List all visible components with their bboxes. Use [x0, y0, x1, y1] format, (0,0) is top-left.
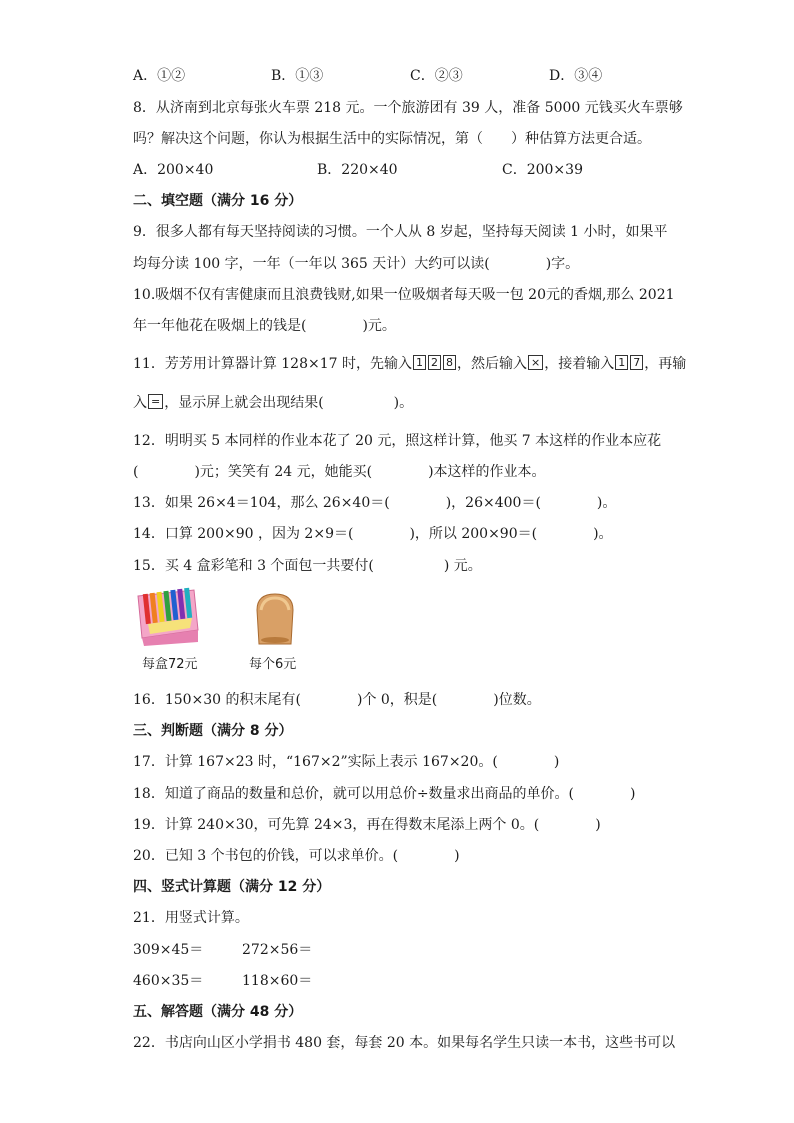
- q21: 21．用竖式计算。: [133, 910, 249, 926]
- q10-line2: 年一年他花在吸烟上的钱是( )元。: [133, 318, 396, 334]
- q11-line2: [133, 393, 413, 413]
- q13: 13．如果 26×4＝104，那么 26×40＝( )，26×400＝( )。: [133, 495, 617, 511]
- q7-option-c: C．②③: [410, 68, 463, 84]
- q8-line2: 吗？解决这个问题，你认为根据生活中的实际情况，第（ ）种估算方法更合适。: [133, 131, 651, 147]
- q11-text-4: ，再输: [644, 356, 687, 372]
- q21-item-1: 309×45＝: [133, 942, 204, 958]
- q12-line2: ( )元；笑笑有 24 元，她能买( )本这样的作业本。: [133, 464, 546, 480]
- key-multiply: ×: [528, 355, 543, 370]
- q20: 20．已知 3 个书包的价钱，可以求单价。( ): [133, 848, 460, 864]
- section-3-heading: 三、判断题（满分 8 分）: [133, 723, 293, 739]
- q17: 17．计算 167×23 时，“167×2”实际上表示 167×20。( ): [133, 754, 560, 770]
- q11-text-1: 11．芳芳用计算器计算 128×17 时，先输入: [133, 356, 412, 372]
- q12-line1: 12．明明买 5 本同样的作业本花了 20 元，照这样计算，他买 7 本这样的作业本应花: [133, 433, 662, 449]
- q9-line2: 均每分读 100 字，一年（一年以 365 天计）大约可以读( )字。: [133, 256, 580, 272]
- q7-option-d: D．③④: [549, 68, 603, 84]
- q11-text-5: 入: [133, 395, 147, 411]
- q21-item-4: 118×60＝: [242, 973, 313, 989]
- q18: 18．知道了商品的数量和总价，就可以用总价÷数量求出商品的单价。( ): [133, 786, 636, 802]
- q8-option-b: B．220×40: [317, 162, 398, 178]
- key-8: 8: [443, 355, 456, 370]
- q19: 19．计算 240×30，可先算 24×3，再在得数末尾添上两个 0。( ): [133, 817, 601, 833]
- q7-option-a: A．①②: [133, 68, 186, 84]
- crayon-price-caption: 每盒72元: [142, 657, 198, 672]
- q10-line1: 10.吸烟不仅有害健康而且浪费钱财,如果一位吸烟者每天吸一包 20元的香烟,那么 2021: [133, 287, 675, 303]
- key-1: 1: [413, 355, 426, 370]
- q11-text-3: ，接着输入: [544, 356, 615, 372]
- q8-option-c: C．200×39: [502, 162, 583, 178]
- section-5-heading: 五、解答题（满分 48 分）: [133, 1004, 303, 1020]
- q11-text-2: ，然后输入: [456, 356, 527, 372]
- key-2: 2: [428, 355, 441, 370]
- q11-line1: [133, 354, 686, 374]
- q15: 15．买 4 盒彩笔和 3 个面包一共要付( ) 元。: [133, 558, 482, 574]
- q21-item-2: 272×56＝: [242, 942, 313, 958]
- section-2-heading: 二、填空题（满分 16 分）: [133, 193, 303, 209]
- q14: 14．口算 200×90 ，因为 2×9＝( )，所以 200×90＝( )。: [133, 526, 613, 542]
- q7-option-b: B．①③: [271, 68, 324, 84]
- q16: 16．150×30 的积末尾有( )个 0，积是( )位数。: [133, 692, 541, 708]
- crayon-box-image: [132, 586, 202, 648]
- key-1b: 1: [615, 355, 628, 370]
- section-4-heading: 四、竖式计算题（满分 12 分）: [133, 879, 331, 895]
- key-7: 7: [630, 355, 643, 370]
- q21-item-3: 460×35＝: [133, 973, 204, 989]
- bread-price-caption: 每个6元: [249, 657, 297, 672]
- q11-text-6: ，显示屏上就会出现结果( )。: [164, 395, 414, 411]
- q22-line1: 22．书店向山区小学捐书 480 套，每套 20 本。如果每名学生只读一本书，这些书可以: [133, 1035, 676, 1051]
- bread-image: [251, 590, 299, 646]
- q8-option-a: A．200×40: [133, 162, 214, 178]
- q9-line1: 9．很多人都有每天坚持阅读的习惯。一个人从 8 岁起，坚持每天阅读 1 小时，如果平: [133, 224, 668, 240]
- key-equals: =: [148, 394, 163, 409]
- q8-line1: 8．从济南到北京每张火车票 218 元。一个旅游团有 39 人，准备 5000 元钱买火车票够: [133, 100, 683, 116]
